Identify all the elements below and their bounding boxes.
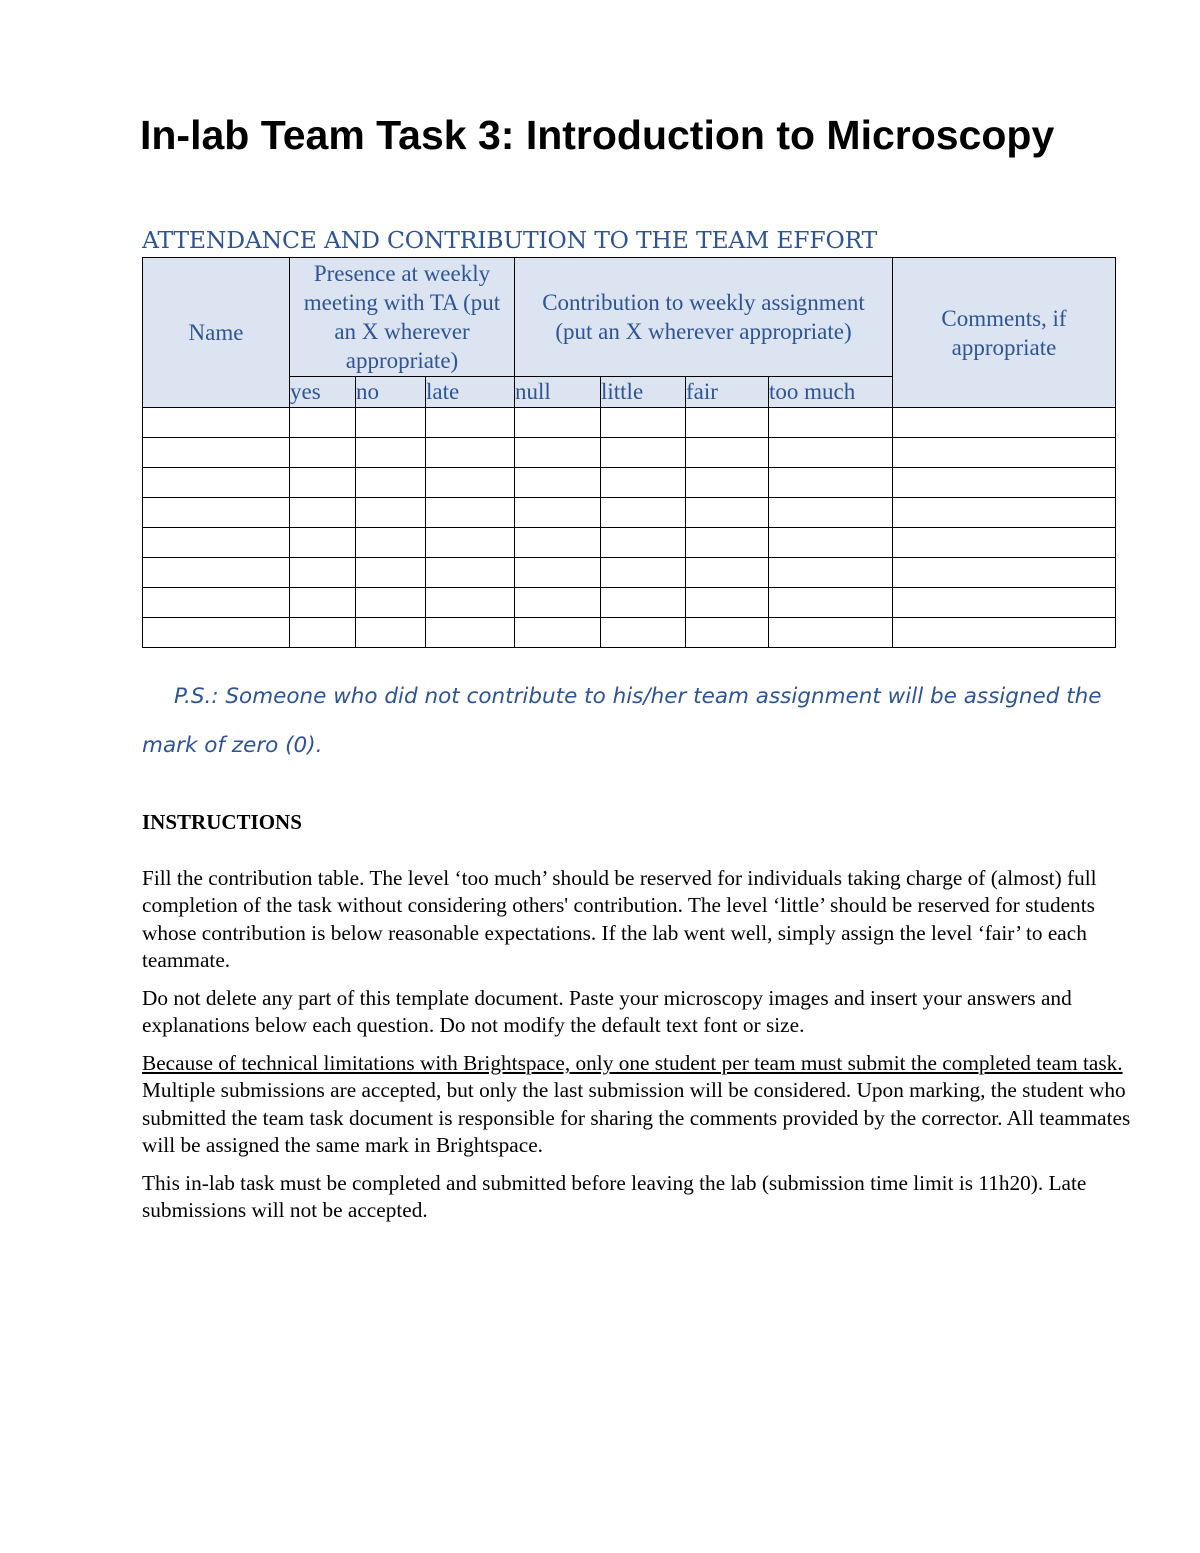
document-title: In-lab Team Task 3: Introduction to Microscopy xyxy=(140,112,1055,158)
table-cell-name[interactable] xyxy=(143,558,290,588)
table-cell-contribution-fair[interactable] xyxy=(686,438,769,468)
submission-rule-rest: Multiple submissions are accepted, but only the last submission will be considered. Upon marking, the student who submitted the team task document is responsible for sharing the comments provided by the corrector. All teammates will be assigned the same mark in Brightspace. xyxy=(142,1078,1131,1157)
table-cell-contribution-too-much[interactable] xyxy=(769,528,893,558)
attendance-table xyxy=(142,257,1116,648)
table-cell-contribution-too-much[interactable] xyxy=(769,588,893,618)
table-cell-name[interactable] xyxy=(143,438,290,468)
table-cell-comments[interactable] xyxy=(893,498,1116,528)
table-cell-contribution-fair[interactable] xyxy=(686,498,769,528)
table-cell-presence-late[interactable] xyxy=(426,468,515,498)
table-cell-contribution-little[interactable] xyxy=(601,408,686,438)
table-cell-presence-late[interactable] xyxy=(426,528,515,558)
table-header-row xyxy=(143,258,1116,377)
table-cell-name[interactable] xyxy=(143,408,290,438)
table-row xyxy=(143,618,1116,648)
table-cell-contribution-fair[interactable] xyxy=(686,588,769,618)
header-contribution-null: null xyxy=(515,377,601,408)
attendance-section-heading: ATTENDANCE AND CONTRIBUTION TO THE TEAM EFFORT xyxy=(142,226,878,254)
table-cell-presence-yes[interactable] xyxy=(290,498,356,528)
table-cell-presence-yes[interactable] xyxy=(290,558,356,588)
table-cell-presence-late[interactable] xyxy=(426,408,515,438)
table-cell-comments[interactable] xyxy=(893,618,1116,648)
table-cell-contribution-null[interactable] xyxy=(515,588,601,618)
table-cell-contribution-too-much[interactable] xyxy=(769,498,893,528)
table-cell-presence-no[interactable] xyxy=(356,618,426,648)
table-cell-contribution-too-much[interactable] xyxy=(769,408,893,438)
table-cell-contribution-fair[interactable] xyxy=(686,528,769,558)
instructions-paragraph-2: Do not delete any part of this template document. Paste your microscopy images and insert your answers and explanations below each question. Do not modify the default text font or size. xyxy=(142,986,1072,1038)
table-cell-name[interactable] xyxy=(143,588,290,618)
header-presence-late: late xyxy=(426,377,515,408)
table-cell-comments[interactable] xyxy=(893,558,1116,588)
table-cell-contribution-too-much[interactable] xyxy=(769,618,893,648)
table-cell-name[interactable] xyxy=(143,498,290,528)
instructions-paragraph-1: Fill the contribution table. The level ‘too much’ should be reserved for individuals taking charge of (almost) full completion of the task without considering others' contribution. The level ‘little’ should be reserved for students whose contribution is below reasonable expectations. If the lab went well, simply assign the level ‘fair’ to each teammate. xyxy=(142,866,1097,972)
table-cell-comments[interactable] xyxy=(893,438,1116,468)
table-cell-contribution-too-much[interactable] xyxy=(769,558,893,588)
table-cell-presence-late[interactable] xyxy=(426,438,515,468)
table-cell-presence-late[interactable] xyxy=(426,618,515,648)
table-cell-presence-no[interactable] xyxy=(356,468,426,498)
table-cell-contribution-null[interactable] xyxy=(515,408,601,438)
table-cell-presence-no[interactable] xyxy=(356,558,426,588)
table-cell-contribution-fair[interactable] xyxy=(686,558,769,588)
header-presence: Presence at weekly meeting with TA (put an X wherever appropriate) xyxy=(290,258,515,377)
submission-rule-underlined: Because of technical limitations with Brightspace, only one student per team must submit the completed team task. xyxy=(142,1051,1123,1075)
table-cell-contribution-null[interactable] xyxy=(515,498,601,528)
table-cell-comments[interactable] xyxy=(893,408,1116,438)
table-row xyxy=(143,558,1116,588)
table-cell-contribution-fair[interactable] xyxy=(686,618,769,648)
table-cell-presence-late[interactable] xyxy=(426,588,515,618)
table-cell-comments[interactable] xyxy=(893,468,1116,498)
table-cell-contribution-little[interactable] xyxy=(601,618,686,648)
table-cell-presence-yes[interactable] xyxy=(290,618,356,648)
table-cell-presence-no[interactable] xyxy=(356,588,426,618)
header-name: Name xyxy=(143,258,290,408)
table-row xyxy=(143,528,1116,558)
header-contribution-fair: fair xyxy=(686,377,769,408)
table-cell-presence-yes[interactable] xyxy=(290,588,356,618)
table-cell-presence-yes[interactable] xyxy=(290,528,356,558)
table-cell-name[interactable] xyxy=(143,468,290,498)
table-cell-contribution-little[interactable] xyxy=(601,468,686,498)
table-cell-contribution-null[interactable] xyxy=(515,618,601,648)
table-cell-contribution-fair[interactable] xyxy=(686,408,769,438)
ps-note: P.S.: Someone who did not contribute to his/her team assignment will be assigned the mark of zero (0). xyxy=(142,684,1102,758)
header-contribution: Contribution to weekly assignment (put an X wherever appropriate) xyxy=(515,258,893,377)
table-cell-contribution-null[interactable] xyxy=(515,468,601,498)
table-cell-contribution-null[interactable] xyxy=(515,438,601,468)
table-body xyxy=(143,408,1116,648)
table-cell-contribution-little[interactable] xyxy=(601,498,686,528)
table-row xyxy=(143,468,1116,498)
table-row xyxy=(143,588,1116,618)
table-cell-contribution-too-much[interactable] xyxy=(769,438,893,468)
table-cell-presence-no[interactable] xyxy=(356,498,426,528)
header-comments: Comments, if appropriate xyxy=(893,258,1116,408)
table-cell-contribution-null[interactable] xyxy=(515,558,601,588)
header-presence-no: no xyxy=(356,377,426,408)
table-cell-presence-no[interactable] xyxy=(356,438,426,468)
table-row xyxy=(143,498,1116,528)
table-cell-contribution-little[interactable] xyxy=(601,588,686,618)
table-cell-contribution-little[interactable] xyxy=(601,438,686,468)
table-row xyxy=(143,408,1116,438)
header-presence-yes: yes xyxy=(290,377,356,408)
table-cell-contribution-too-much[interactable] xyxy=(769,468,893,498)
table-cell-presence-no[interactable] xyxy=(356,528,426,558)
instructions-paragraph-4: This in-lab task must be completed and submitted before leaving the lab (submission time limit is 11h20). Late submissions will not be accepted. xyxy=(142,1171,1087,1223)
table-cell-presence-yes[interactable] xyxy=(290,408,356,438)
table-cell-contribution-null[interactable] xyxy=(515,528,601,558)
table-cell-contribution-little[interactable] xyxy=(601,558,686,588)
header-contribution-too-much: too much xyxy=(769,377,893,408)
table-cell-presence-no[interactable] xyxy=(356,408,426,438)
table-cell-name[interactable] xyxy=(143,528,290,558)
table-cell-presence-late[interactable] xyxy=(426,498,515,528)
table-cell-contribution-fair[interactable] xyxy=(686,468,769,498)
table-cell-contribution-little[interactable] xyxy=(601,528,686,558)
table-cell-comments[interactable] xyxy=(893,588,1116,618)
table-cell-name[interactable] xyxy=(143,618,290,648)
table-row xyxy=(143,438,1116,468)
header-contribution-little: little xyxy=(601,377,686,408)
table-cell-presence-yes[interactable] xyxy=(290,438,356,468)
table-cell-presence-yes[interactable] xyxy=(290,468,356,498)
instructions-heading: INSTRUCTIONS xyxy=(142,810,302,834)
table-cell-comments[interactable] xyxy=(893,528,1116,558)
table-cell-presence-late[interactable] xyxy=(426,558,515,588)
instructions-paragraph-3 xyxy=(142,1050,1132,1159)
